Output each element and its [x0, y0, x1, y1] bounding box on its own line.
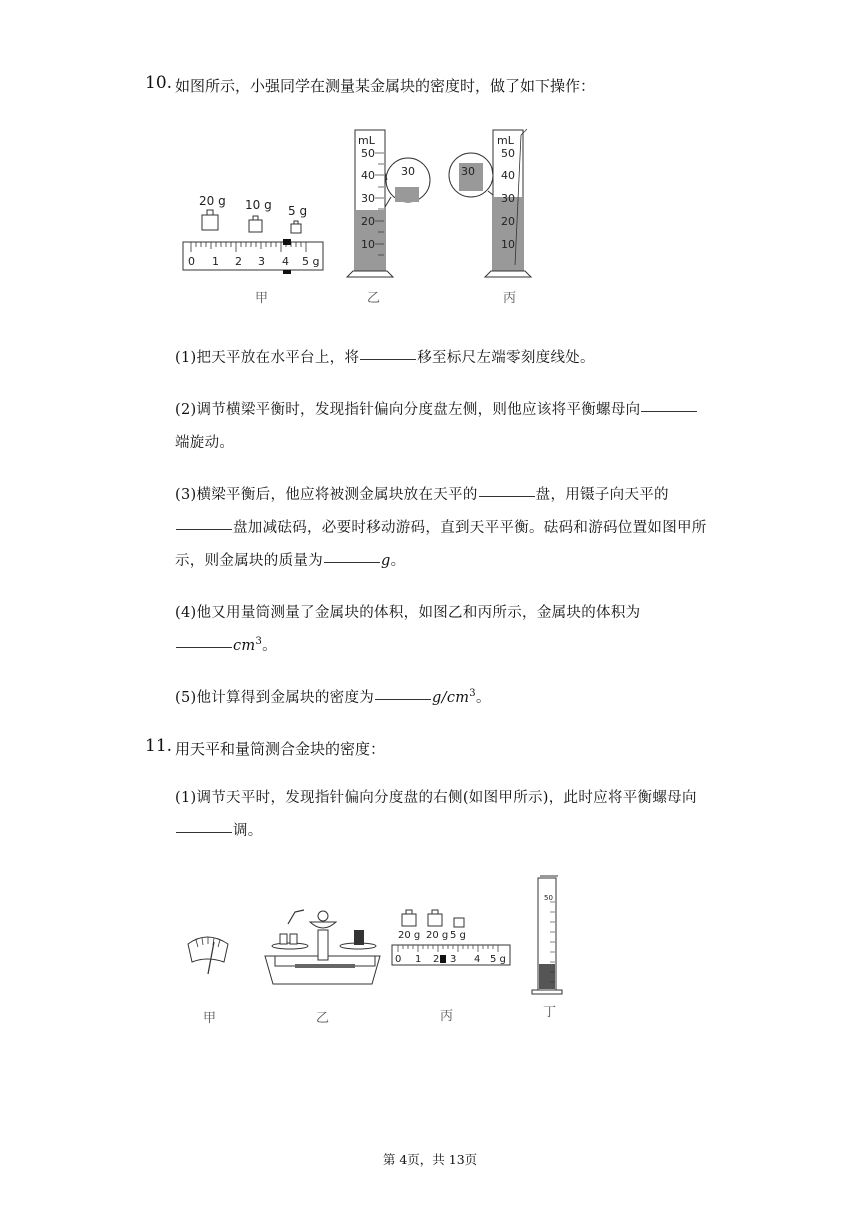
weight-20g-icon [202, 215, 218, 230]
pointer-dial [188, 937, 228, 974]
ruler2-tick-2: 2 [433, 954, 440, 965]
cylinder-unit: mL [358, 134, 375, 147]
answer-blank[interactable] [479, 495, 535, 497]
unit-density-superscript: 3 [469, 688, 476, 700]
q10-part3-text-b: 盘，用镊子向天平的 [535, 487, 669, 503]
ruler-tick-3: 3 [258, 255, 265, 268]
svg-text:40: 40 [501, 169, 515, 182]
q10-part3-cont2 [175, 549, 405, 570]
balance-scale [265, 910, 380, 984]
q10-part3-cont [175, 516, 707, 537]
weight-10g-icon [249, 220, 262, 232]
ruler-tick-0: 0 [188, 255, 195, 268]
unit-cm-superscript: 3 [255, 636, 263, 648]
q10-part3 [175, 483, 669, 504]
ruler-tick-1: 1 [212, 255, 219, 268]
q10-part5-end: 。 [475, 690, 491, 706]
question-10-stem: 如图所示，小强同学在测量某金属块的密度时，做了如下操作： [175, 77, 596, 95]
q10-part4-text: (4)他又用量筒测量了金属块的体积，如图乙和丙所示，金属块的体积为 [175, 605, 641, 621]
svg-text:50: 50 [501, 147, 515, 160]
q10-part4-end: 。 [262, 638, 277, 654]
q10-part2-text-end: 端旋动。 [175, 435, 235, 451]
unit-g: g [381, 553, 391, 569]
answer-blank[interactable] [176, 646, 232, 648]
ruler-tick-5: 5 g [302, 255, 320, 268]
scale-20: 20 [361, 215, 375, 228]
weight-label-2: 20 g [426, 930, 449, 941]
scale-40: 40 [361, 169, 375, 182]
weight-20g-label: 20 g [199, 194, 226, 208]
ruler2-tick-1: 1 [415, 954, 422, 965]
q10-part2-text: (2)调节横梁平衡时，发现指针偏向分度盘左侧，则他应该将平衡螺母向 [175, 402, 641, 418]
question-11-stem: 用天平和量筒测合金块的密度： [175, 740, 386, 758]
ruler2-tick-0: 0 [395, 954, 402, 965]
q10-figure [175, 125, 535, 310]
cylinder-bing [449, 129, 531, 277]
ding-scale-50: 50 [544, 894, 553, 902]
q11-part1-cont [175, 819, 263, 840]
q10-part3-text-c: 盘加减砝码，必要时移动游码，直到天平平衡。砝码和游码位置如图甲所 [233, 520, 707, 536]
answer-blank[interactable] [324, 561, 380, 563]
q11-figure [180, 872, 580, 1002]
q10-part3-text-d: 示，则金属块的质量为 [175, 553, 323, 569]
q10-part3-end: 。 [390, 553, 406, 569]
weights-group [199, 194, 307, 233]
svg-text:30: 30 [461, 165, 475, 178]
cylinder-yi [347, 130, 430, 277]
scale-10: 10 [361, 238, 375, 251]
q10-part5 [175, 686, 491, 707]
unit-cm: cm [233, 638, 256, 654]
q10-part2-cont [175, 431, 234, 452]
answer-blank[interactable] [375, 698, 431, 700]
tweezers-icon [288, 910, 304, 924]
caption-q11-yi: 乙 [316, 1011, 330, 1026]
caption-q11-ding: 丁 [543, 1005, 557, 1020]
answer-blank[interactable] [360, 358, 416, 360]
q10-part4-cont [175, 634, 277, 655]
q10-part1-text: (1)把天平放在水平台上，将 [175, 350, 360, 366]
rider-marker [283, 239, 291, 245]
ruler2-tick-3: 3 [450, 954, 457, 965]
answer-blank[interactable] [176, 831, 232, 833]
weight-label-1: 20 g [398, 930, 421, 941]
q10-part4 [175, 601, 640, 622]
q11-part1-text: (1)调节天平时，发现指针偏向分度盘的右侧(如图甲所示)，此时应将平衡螺母向 [175, 790, 697, 806]
svg-text:mL: mL [497, 134, 514, 147]
q10-part3-text-a: (3)横梁平衡后，他应将被测金属块放在天平的 [175, 487, 478, 503]
answer-blank[interactable] [176, 528, 232, 530]
answer-blank[interactable] [641, 410, 697, 412]
unit-g-per-cm: g/cm [432, 690, 470, 706]
caption-yi: 乙 [367, 291, 381, 306]
caption-q11-bing: 丙 [440, 1009, 454, 1024]
weights-and-ruler [392, 910, 510, 965]
q11-part1-text-end: 调。 [233, 823, 263, 839]
q10-part1 [175, 346, 595, 367]
caption-jia: 甲 [255, 291, 269, 306]
beam-ruler [183, 239, 323, 274]
zoom-label-yi: 30 [401, 165, 415, 178]
caption-bing: 丙 [503, 291, 517, 306]
rider-marker-2 [440, 955, 446, 963]
question-number-11: 11. [145, 736, 173, 756]
alloy-block [354, 930, 364, 945]
scale-30: 30 [361, 192, 375, 205]
question-number-10: 10. [145, 73, 173, 93]
weight-label-3: 5 g [450, 930, 466, 941]
cylinder-ding [532, 876, 562, 994]
q10-part5-text: (5)他计算得到金属块的密度为 [175, 690, 375, 706]
weight-5g-icon [291, 224, 301, 233]
svg-text:20: 20 [501, 215, 515, 228]
q10-part2 [175, 398, 698, 419]
weight-10g-label: 10 g [245, 198, 272, 212]
q10-part1-text-end: 移至标尺左端零刻度线处。 [417, 350, 595, 366]
caption-q11-jia: 甲 [203, 1011, 217, 1026]
page-footer: 第 4页，共 13页 [382, 1152, 478, 1167]
scale-50: 50 [361, 147, 375, 160]
ruler2-tick-5: 5 g [490, 954, 506, 965]
q11-part1 [175, 786, 697, 807]
ruler2-tick-4: 4 [474, 954, 481, 965]
ruler-tick-4: 4 [282, 255, 289, 268]
ruler-tick-2: 2 [235, 255, 242, 268]
weight-5g-label: 5 g [288, 204, 308, 218]
svg-text:10: 10 [501, 238, 515, 251]
svg-text:30: 30 [501, 192, 515, 205]
